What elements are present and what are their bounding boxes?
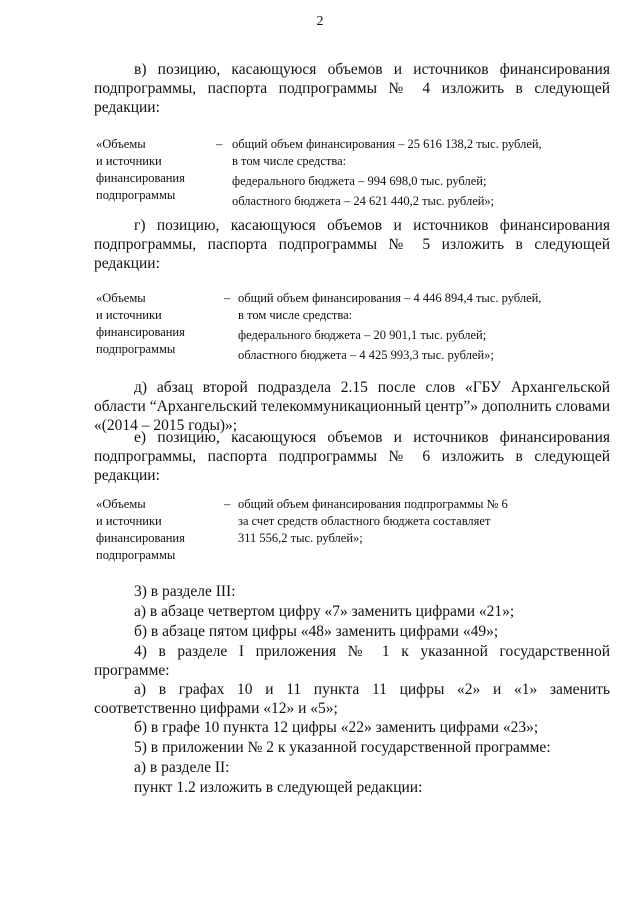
item-4a: а) в графах 10 и 11 пункта 11 цифры «2» и «1» заменить соответственно цифрами «12» и «5»; <box>94 681 610 717</box>
table-dash: – <box>224 497 231 511</box>
label-line: подпрограммы <box>96 188 176 202</box>
table-values <box>238 496 508 547</box>
label-line: «Объемы <box>96 291 146 305</box>
paragraph-d: д) абзац второй подраздела 2.15 после слов «ГБУ Архангельской области “Архангельский телекоммуникационный центр”» дополнить словами «(2014 – 2015 годы)»; <box>94 379 610 434</box>
label-line: финансирования <box>96 171 185 185</box>
label-line: подпрограммы <box>96 548 176 562</box>
table-values <box>232 136 542 210</box>
value-line: федерального бюджета – 20 901,1 тыс. рублей; <box>238 328 487 342</box>
item-5a: а) в разделе II: <box>134 759 230 776</box>
label-line: «Объемы <box>96 497 146 511</box>
item-5: 5) в приложении № 2 к указанной государственной программе: <box>134 739 551 756</box>
page-number: 2 <box>316 14 324 29</box>
table-label <box>96 496 226 564</box>
table-dash: – <box>224 291 231 305</box>
label-line: финансирования <box>96 325 185 339</box>
value-line: областного бюджета – 4 425 993,3 тыс. рублей»; <box>238 348 494 362</box>
value-line: общий объем финансирования – 25 616 138,2 тыс. рублей, <box>232 137 542 151</box>
table-values <box>238 290 541 364</box>
value-line: за счет средств областного бюджета составляет <box>238 514 491 528</box>
table-label <box>96 290 226 358</box>
value-line: в том числе средства: <box>232 154 347 168</box>
item-4: 4) в разделе I приложения № 1 к указанной государственной программе: <box>94 643 610 679</box>
value-line: в том числе средства: <box>238 308 353 322</box>
paragraph-v: в) позицию, касающуюся объемов и источников финансирования подпрограммы, паспорта подпрограммы № 4 изложить в следующей редакции: <box>94 61 610 116</box>
label-line: подпрограммы <box>96 342 176 356</box>
label-line: финансирования <box>96 531 185 545</box>
paragraph-g: г) позицию, касающуюся объемов и источников финансирования подпрограммы, паспорта подпрограммы № 5 изложить в следующей редакции: <box>94 217 610 272</box>
paragraph-e: е) позицию, касающуюся объемов и источников финансирования подпрограммы, паспорта подпрограммы № 6 изложить в следующей редакции: <box>94 429 610 484</box>
label-line: и источники <box>96 514 162 528</box>
item-5-point: пункт 1.2 изложить в следующей редакции: <box>134 779 423 796</box>
table-dash: – <box>216 137 223 151</box>
item-4b: б) в графе 10 пункта 12 цифры «22» заменить цифрами «23»; <box>134 719 539 736</box>
value-line: общий объем финансирования подпрограммы № 6 <box>238 497 508 511</box>
value-line: областного бюджета – 24 621 440,2 тыс. рублей»; <box>232 194 495 208</box>
item-3a: а) в абзаце четвертом цифру «7» заменить цифрами «21»; <box>134 603 515 620</box>
label-line: и источники <box>96 154 162 168</box>
item-3b: б) в абзаце пятом цифры «48» заменить цифрами «49»; <box>134 623 499 640</box>
value-line: общий объем финансирования – 4 446 894,4 тыс. рублей, <box>238 291 542 305</box>
value-line: федерального бюджета – 994 698,0 тыс. рублей; <box>232 174 487 188</box>
label-line: «Объемы <box>96 137 146 151</box>
value-line: 311 556,2 тыс. рублей»; <box>238 531 363 545</box>
table-label <box>96 136 226 204</box>
item-3: 3) в разделе III: <box>134 583 236 600</box>
label-line: и источники <box>96 308 162 322</box>
